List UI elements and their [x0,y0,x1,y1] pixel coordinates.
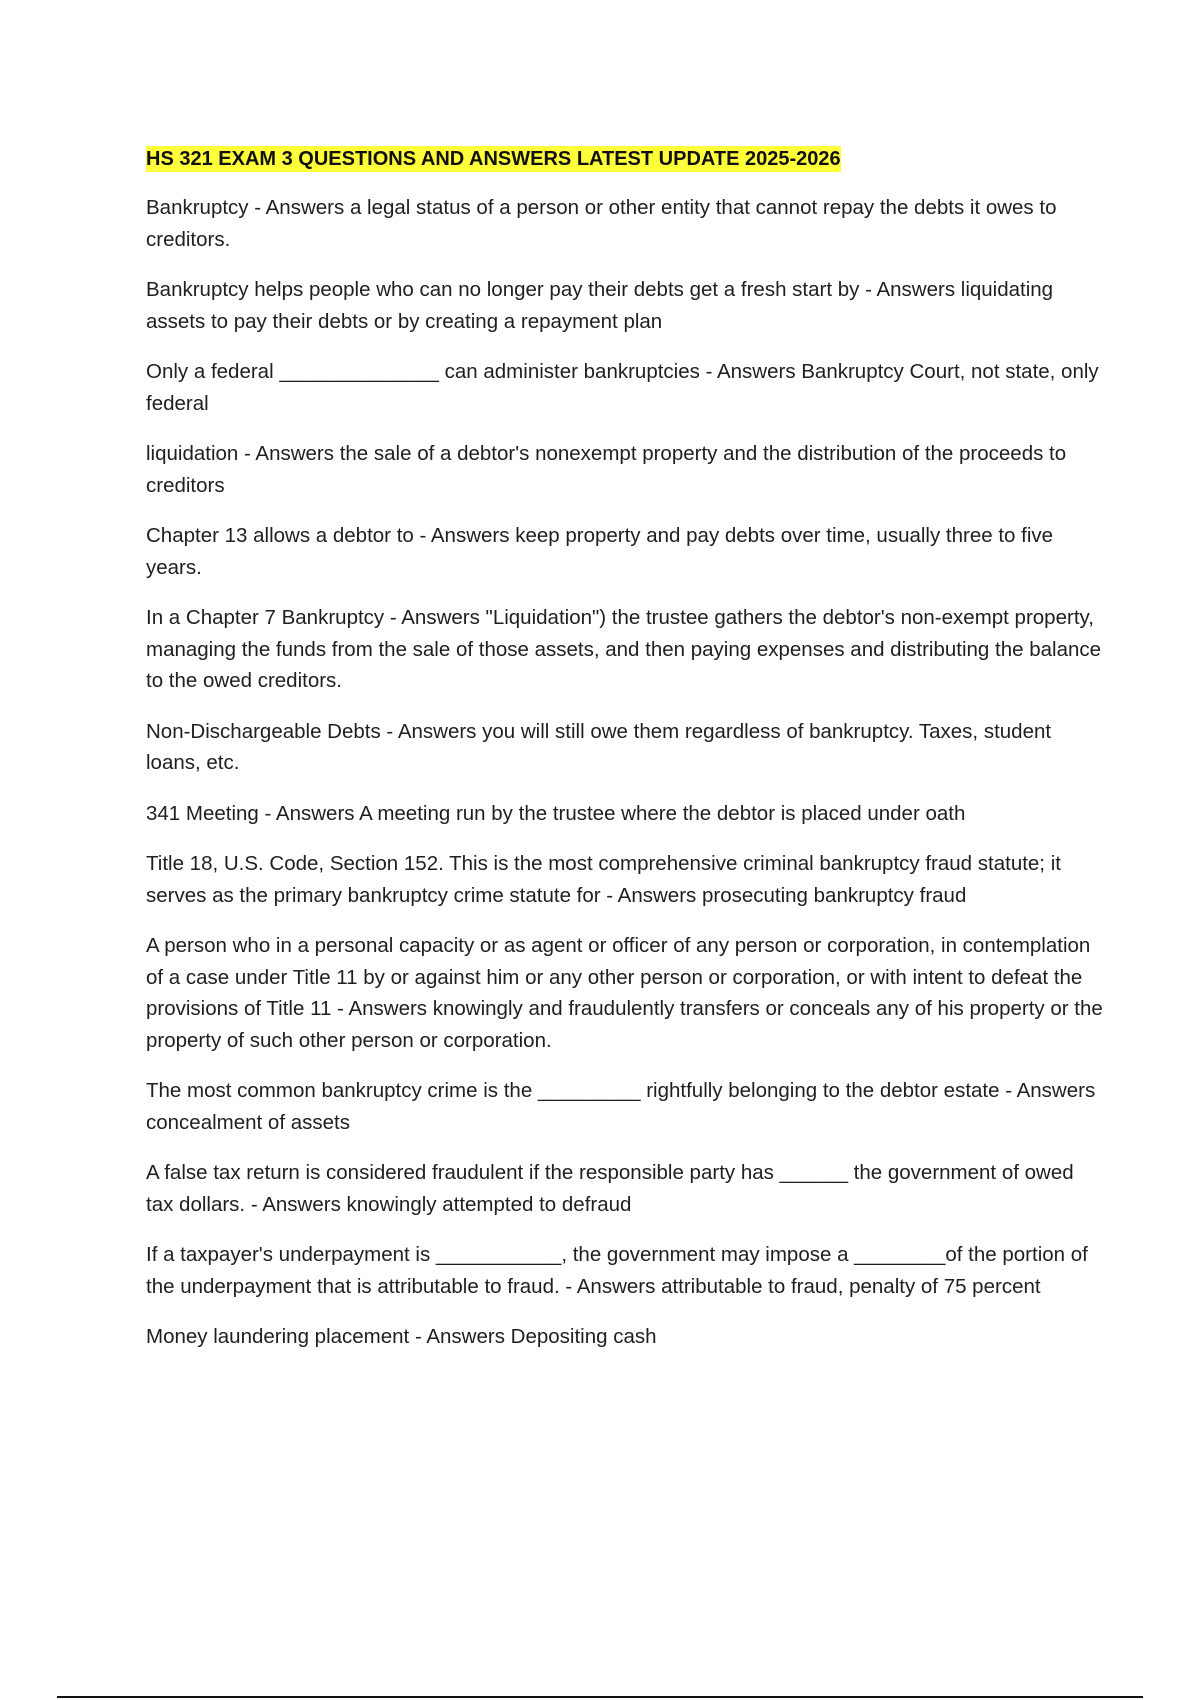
qa-entry: In a Chapter 7 Bankruptcy - Answers "Liquidation") the trustee gathers the debtor's non-exempt property, managing the funds from the sale of those assets, and then paying expenses and distributing the balance to the owed creditors. [146,606,1102,692]
qa-entry: The most common bankruptcy crime is the _________ rightfully belonging to the debtor estate - Answers concealment of assets [146,1079,1096,1134]
title-container [146,143,1106,175]
qa-entry: If a taxpayer's underpayment is ___________, the government may impose a ________of the portion of the underpayment that is attributable to fraud. - Answers attributable to fraud, penalty of 75 percent [146,1243,1088,1298]
qa-entry: A person who in a personal capacity or as agent or officer of any person or corporation, in contemplation of a case under Title 11 by or against him or any other person or corporation, or with intent to defeat the provisions of Title 11 - Answers knowingly and fraudulently transfers or conceals any of his property or the property of such other person or corporation. [146,934,1103,1052]
qa-entry: Only a federal ______________ can administer bankruptcies - Answers Bankruptcy Court, not state, only federal [146,360,1099,415]
page-bottom-rule [57,1696,1143,1698]
document-page [146,143,1106,1372]
qa-entry: 341 Meeting - Answers A meeting run by the trustee where the debtor is placed under oath [146,801,966,825]
qa-entry: A false tax return is considered fraudulent if the responsible party has ______ the government of owed tax dollars. - Answers knowingly attempted to defraud [146,1161,1074,1216]
qa-entry: Title 18, U.S. Code, Section 152. This is the most comprehensive criminal bankruptcy fraud statute; it serves as the primary bankruptcy crime statute for - Answers prosecuting bankruptcy fraud [146,852,1061,907]
qa-entry: Bankruptcy helps people who can no longer pay their debts get a fresh start by - Answers liquidating assets to pay their debts or by creating a repayment plan [146,278,1054,333]
qa-entry: Chapter 13 allows a debtor to - Answers keep property and pay debts over time, usually three to five years. [146,524,1054,579]
qa-entry: Money laundering placement - Answers Depositing cash [146,1325,657,1348]
qa-entry: Bankruptcy - Answers a legal status of a person or other entity that cannot repay the debts it owes to creditors. [146,196,1057,251]
qa-entry: liquidation - Answers the sale of a debtor's nonexempt property and the distribution of the proceeds to creditors [146,442,1067,497]
document-title: HS 321 EXAM 3 QUESTIONS AND ANSWERS LATEST UPDATE 2025-2026 [146,148,841,170]
qa-entry: Non-Dischargeable Debts - Answers you will still owe them regardless of bankruptcy. Taxes, student loans, etc. [146,719,1052,774]
